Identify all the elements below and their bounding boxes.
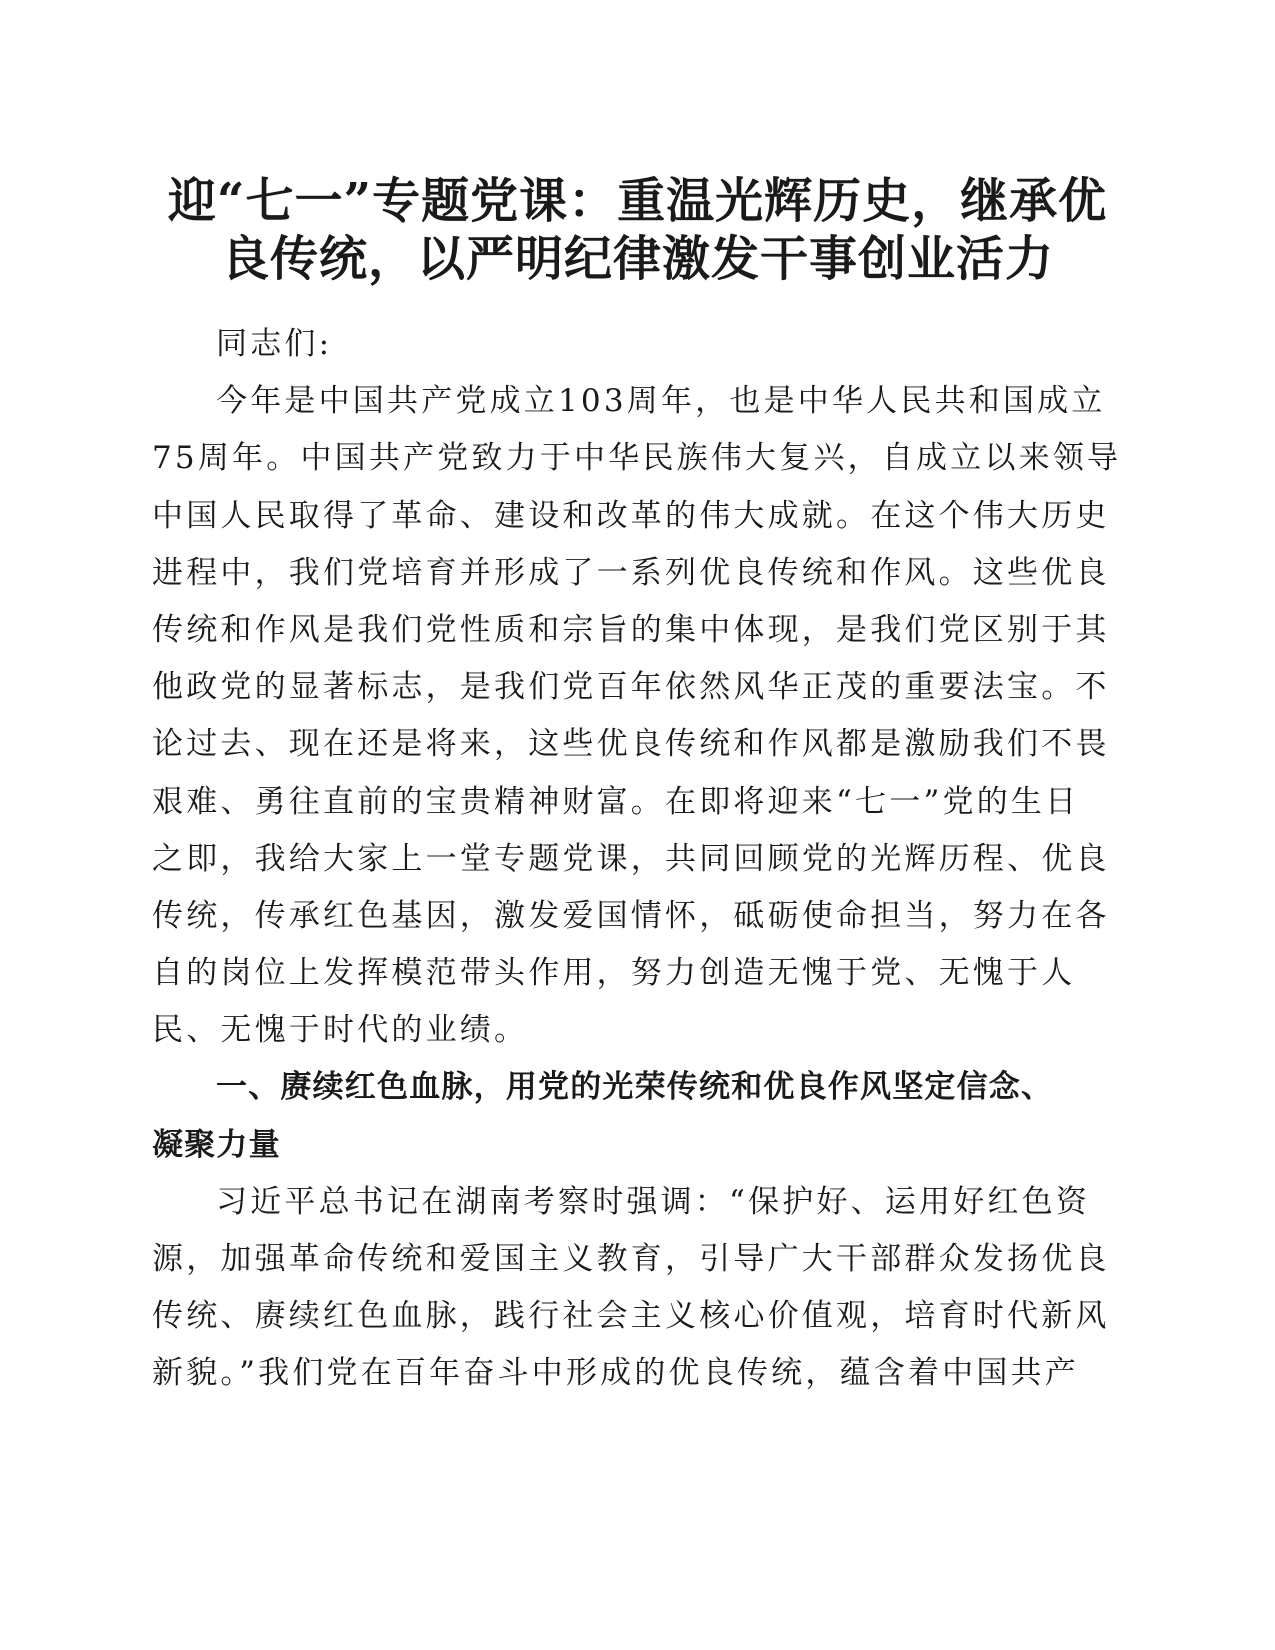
document-title [150, 172, 1125, 288]
title-line: 良传统，以严明纪律激发干事创业活力 [220, 231, 1054, 287]
paragraph-line: 今年是中国共产党成立103周年，也是中华人民共和国成立 [216, 383, 1106, 420]
paragraph-line: 传统和作风是我们党性质和宗旨的集中体现，是我们党区别于其 [152, 611, 1110, 648]
section-heading-line: 凝聚力量 [152, 1126, 281, 1163]
document-body [152, 316, 1122, 1403]
paragraph-line: 艰难、勇往直前的宝贵精神财富。在即将迎来“七一”党的生日 [152, 783, 1080, 820]
title-line: 迎“七一”专题党课：重温光辉历史，继承优 [167, 173, 1108, 229]
paragraph-line: 论过去、现在还是将来，这些优良传统和作风都是激励我们不畏 [152, 726, 1110, 763]
paragraph-line: 之即，我给大家上一堂专题党课，共同回顾党的光辉历程、优良 [152, 840, 1110, 877]
paragraph-line: 自的岗位上发挥模范带头作用，努力创造无愧于党、无愧于人 [152, 955, 1076, 992]
paragraph-line: 习近平总书记在湖南考察时强调：“保护好、运用好红色资 [216, 1183, 1091, 1220]
greeting: 同志们: [216, 326, 333, 362]
paragraph-line: 源，加强革命传统和爱国主义教育，引导广大干部群众发扬优良 [152, 1241, 1110, 1277]
paragraph-line: 传统、赓续红色血脉，践行社会主义核心价值观，培育时代新风 [152, 1298, 1110, 1335]
paragraph-line: 他政党的显著标志，是我们党百年依然风华正茂的重要法宝。不 [152, 669, 1110, 706]
paragraph-line: 进程中，我们党培育并形成了一系列优良传统和作风。这些优良 [152, 554, 1110, 591]
paragraph-line: 传统，传承红色基因，激发爱国情怀，砥砺使命担当，努力在各 [152, 897, 1110, 934]
paragraph-line: 民、无愧于时代的业绩。 [152, 1012, 529, 1049]
paragraph-line: 75周年。中国共产党致力于中华民族伟大复兴，自成立以来领导 [152, 440, 1122, 477]
paragraph-line: 新貌。”我们党在百年奋斗中形成的优良传统，蕴含着中国共产 [152, 1355, 1079, 1392]
section-heading-line: 一、赓续红色血脉，用党的光荣传统和优良作风坚定信念、 [216, 1069, 1054, 1106]
paragraph-line: 中国人民取得了革命、建设和改革的伟大成就。在这个伟大历史 [152, 497, 1110, 534]
